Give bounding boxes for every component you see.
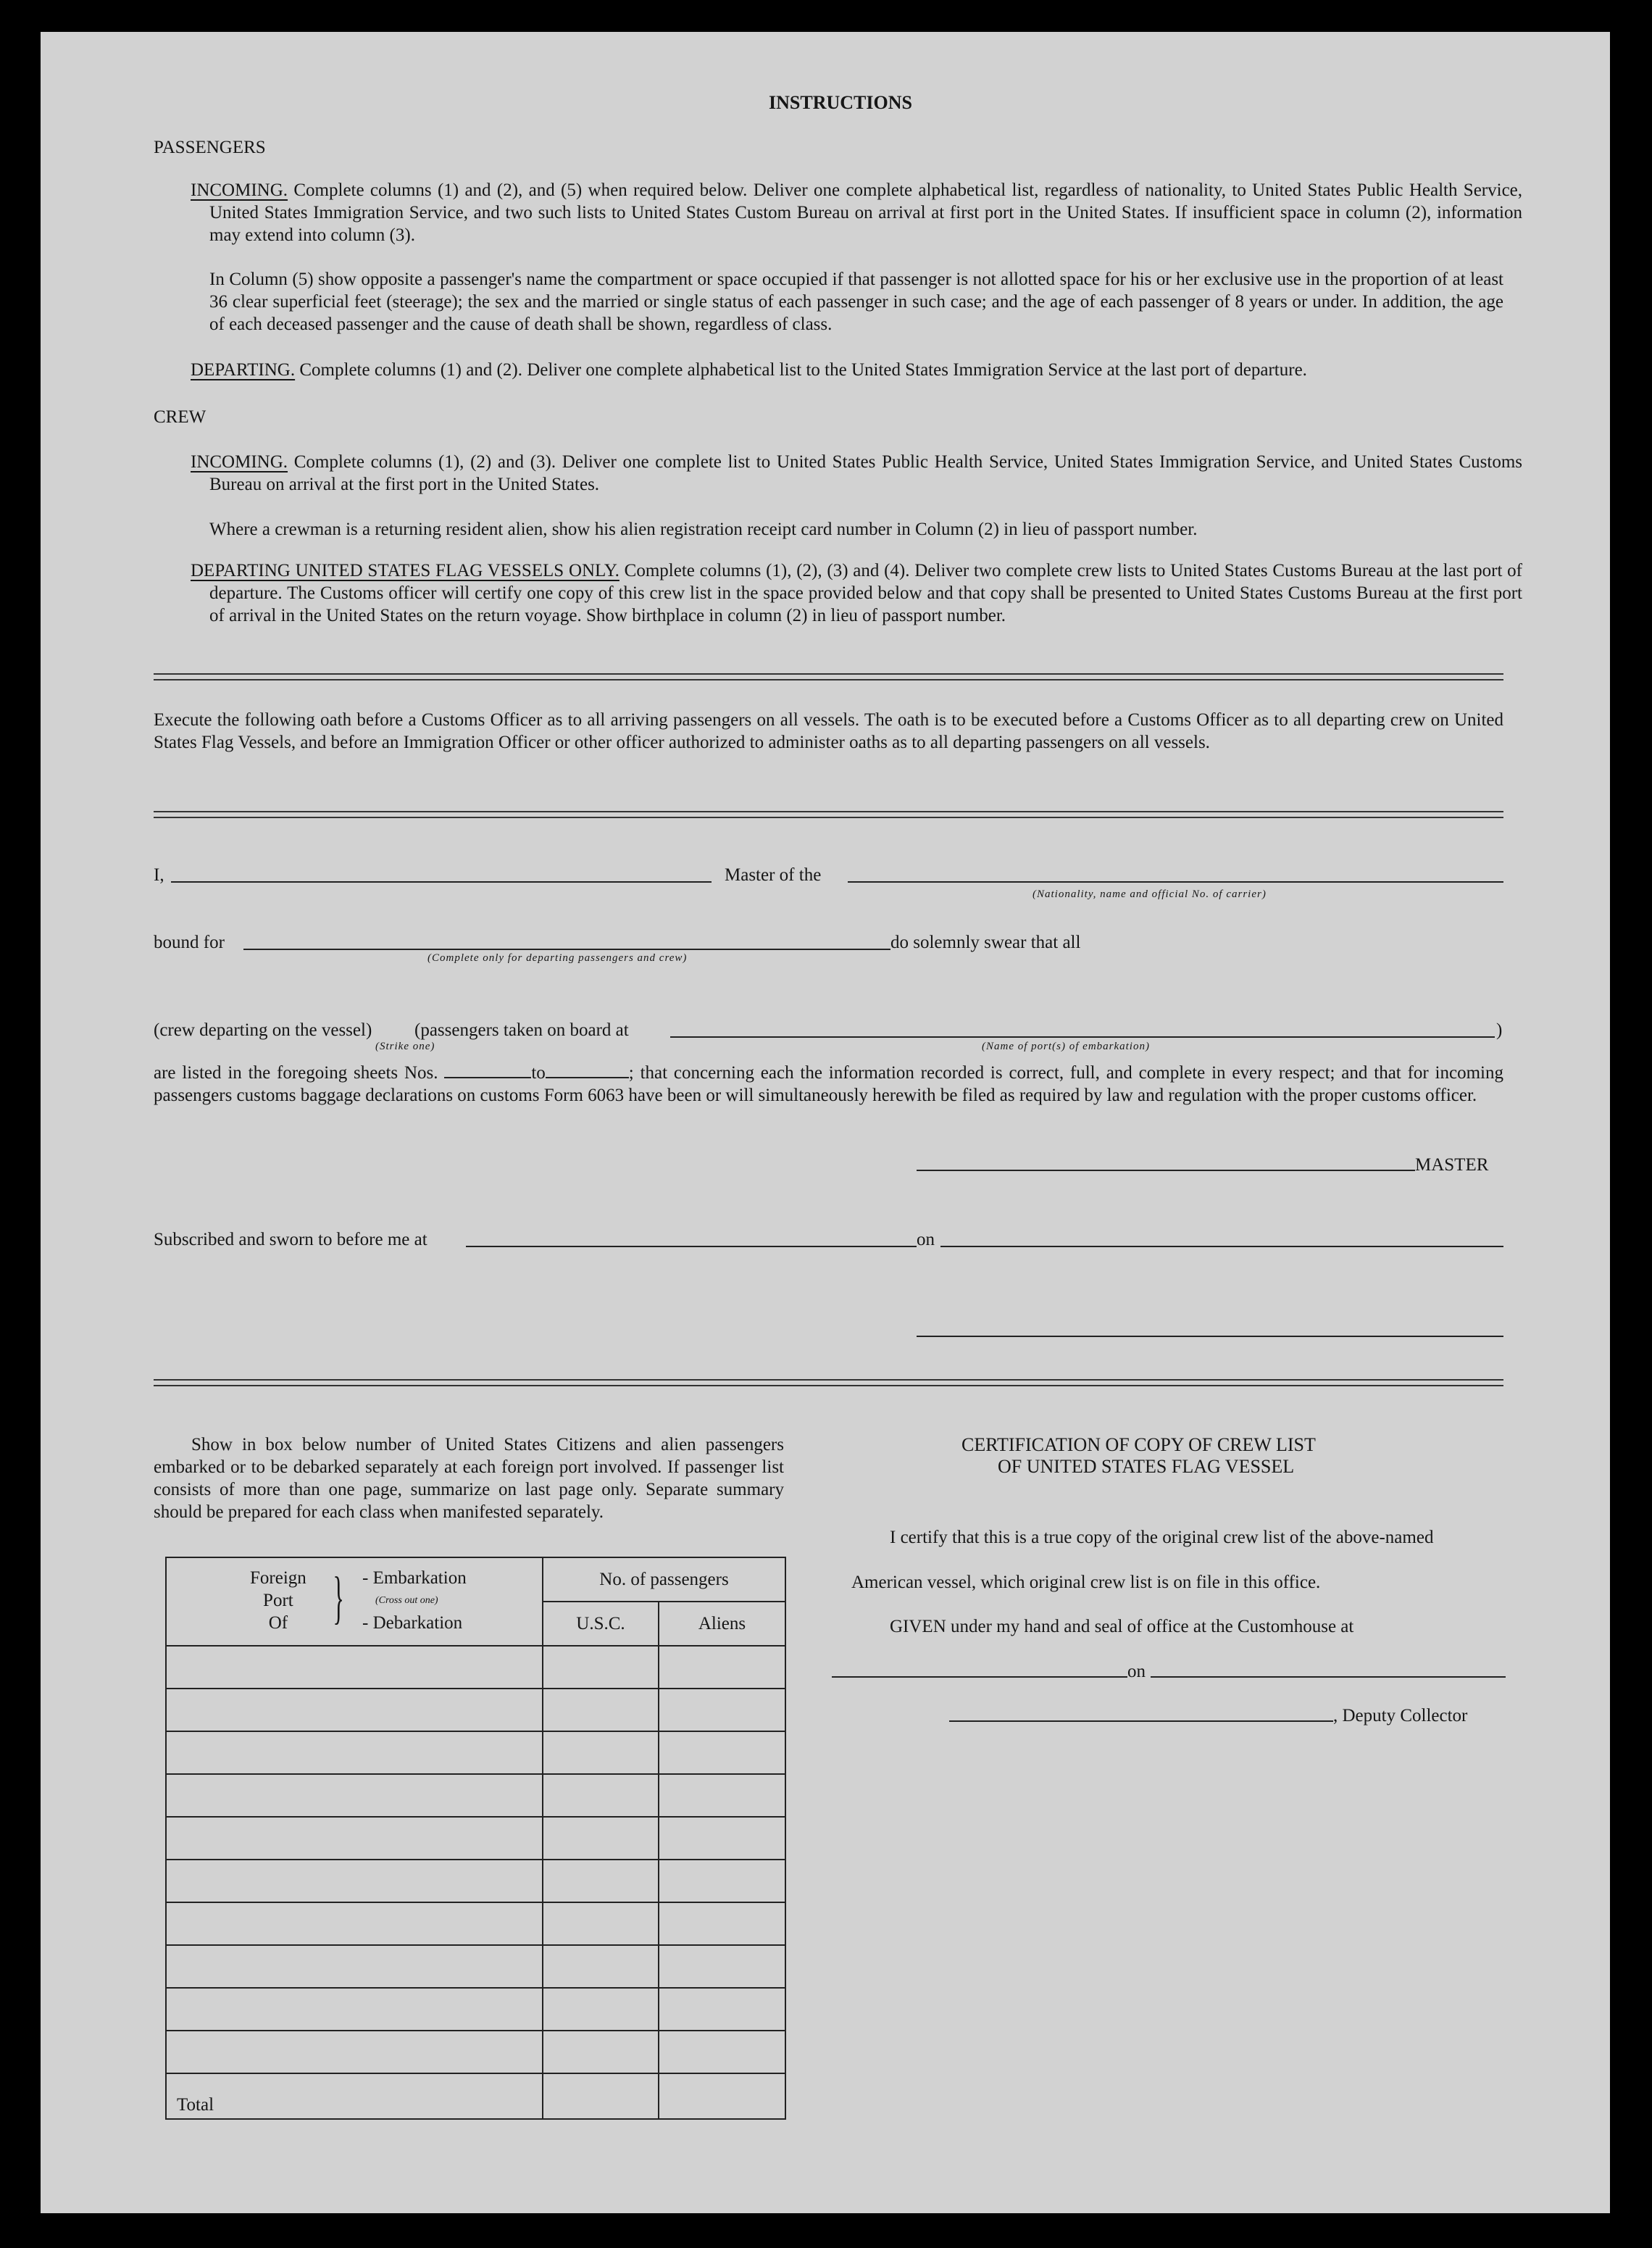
bound-caption: (Complete only for departing passengers and crew) [427,952,688,964]
subscribed-label: Subscribed and sworn to before me at [154,1230,427,1249]
crew-resident-instruction: Where a crewman is a returning resident alien, show his alien registration receipt card number in Column (2) in lieu of passport number. [209,520,1198,539]
ports-caption: (Name of port(s) of embarkation) [982,1041,1150,1052]
summary-instructions: Show in box below number of United States Citizens and alien passengers embarked or to be debarked separately at each foreign port involved. If passenger list consists of more than one page, summarize on last page only. Separate summary should be prepared for each class when manifested separately. [154,1435,784,1522]
table-row [166,1945,785,1988]
embarkation-ports-field[interactable] [670,1036,1495,1038]
usc-cell[interactable] [543,1817,659,1860]
table-row [166,1646,785,1689]
port-cell[interactable] [166,1988,543,2031]
table-row [166,1988,785,2031]
oath-listed-sheets: are listed in the foregoing sheets Nos. to ; that concerning each the information recorded is correct, full, and complete in every respect; and that for incoming passengers customs baggage declarations on customs Form 6063 have been or will simultaneously herewith be filed as required by law and regulation with the proper customs officer. [154,1063,1503,1105]
port-header: Foreign Port Of } - Embarkation (Cross out one) - Debarkation [166,1557,543,1646]
incoming-label: INCOMING. [191,180,288,200]
crew-incoming-instruction: INCOMING. Complete columns (1), (2) and (3). Deliver one complete list to United States Public Health Service, United States Immigration Service, and United States Customs Bureau on arrival at the first port in the United States. [191,452,1522,494]
port-cell[interactable] [166,2031,543,2073]
master-signature-field[interactable] [917,1170,1415,1171]
table-row [166,1731,785,1774]
port-cell[interactable] [166,1774,543,1817]
usc-cell[interactable] [543,1646,659,1689]
column5-instruction: In Column (5) show opposite a passenger's name the compartment or space occupied if that passenger is not allotted space for his or her exclusive use in the proportion of at least 36 clear superficial feet (steerage); the sex and the married or single status of each passenger in such case; and the age of each passenger of 8 years or under. In addition, the age of each deceased passenger and the cause of death shall be shown, regardless of class. [209,270,1503,334]
usc-header: U.S.C. [543,1602,659,1646]
instructions-title: INSTRUCTIONS [769,92,912,113]
aliens-cell[interactable] [659,1731,785,1774]
bound-for-label: bound for [154,933,225,952]
usc-cell[interactable] [543,1731,659,1774]
sworn-date-field[interactable] [940,1246,1503,1247]
port-cell[interactable] [166,1646,543,1689]
passengers-incoming-instruction: INCOMING. Complete columns (1) and (2), and (5) when required below. Deliver one complete alphabetical list, regardless of nationality, to United States Public Health Service, United States Immigration Service, and two such lists to United States Custom Bureau on arrival at first port in the United States. If insufficient space in column (2), information may extend into column (3). [191,180,1523,245]
cert-on-label: on [1127,1662,1146,1681]
aliens-cell[interactable] [659,1817,785,1860]
port-cell[interactable] [166,1902,543,1945]
certification-line2: American vessel, which original crew list is on file in this office. [851,1573,1321,1592]
deputy-collector-label: , Deputy Collector [1333,1706,1468,1725]
bound-for-field[interactable] [243,949,890,950]
passengers-heading: PASSENGERS [154,138,266,157]
aliens-cell[interactable] [659,1860,785,1902]
aliens-cell[interactable] [659,1774,785,1817]
master-name-field[interactable] [171,881,712,883]
port-cell[interactable] [166,1731,543,1774]
usc-cell[interactable] [543,1774,659,1817]
carrier-field[interactable] [848,881,1503,883]
section-divider [154,811,1503,818]
port-cell[interactable] [166,1945,543,1988]
table-row [166,1774,785,1817]
port-cell[interactable] [166,1860,543,1902]
usc-cell[interactable] [543,1689,659,1731]
crew-departing-instruction: DEPARTING UNITED STATES FLAG VESSELS ONLY. Complete columns (1), (2), (3) and (4). Deliver two complete crew lists to United States Customs Bureau at the last port of departure. The Customs officer will certify one copy of this crew list in the space provided below and that copy shall be presented to United States Customs Bureau at the first port of arrival in the United States on the return voyage. Show birthplace in column (2) in lieu of passport number. [191,561,1522,625]
section-divider [154,673,1503,680]
section-divider [154,1379,1503,1386]
usc-cell[interactable] [543,1945,659,1988]
sheet-to-field[interactable] [546,1077,629,1078]
certification-subtitle: OF UNITED STATES FLAG VESSEL [998,1456,1295,1477]
crew-departing-option[interactable]: (crew departing on the vessel) [154,1020,372,1040]
officer-signature-field[interactable] [917,1336,1503,1337]
aliens-cell[interactable] [659,2031,785,2073]
table-row [166,2031,785,2073]
debarkation-option[interactable]: - Debarkation [362,1613,463,1633]
sheet-from-field[interactable] [444,1077,531,1078]
total-usc-cell[interactable] [543,2073,659,2119]
total-row: Total [166,2073,785,2119]
port-cell[interactable] [166,1817,543,1860]
port-cell[interactable] [166,1689,543,1731]
usc-cell[interactable] [543,1988,659,2031]
embarkation-option[interactable]: - Embarkation [362,1568,467,1588]
usc-cell[interactable] [543,2031,659,2073]
close-paren: ) [1496,1020,1503,1040]
deputy-signature-field[interactable] [949,1720,1333,1722]
aliens-cell[interactable] [659,1902,785,1945]
oath-intro: Execute the following oath before a Customs Officer as to all arriving passengers on all vessels. The oath is to be executed before a Customs Officer as to all departing crew on United States Flag Vessels, and before an Immigration Officer or other officer authorized to administer oaths as to all departing passengers on all vessels. [154,710,1503,752]
master-of-the-label: Master of the [725,865,822,885]
on-label: on [917,1230,935,1249]
aliens-header: Aliens [659,1602,785,1646]
passengers-taken-option[interactable]: (passengers taken on board at [414,1020,629,1040]
customhouse-field[interactable] [832,1676,1127,1678]
aliens-cell[interactable] [659,1689,785,1731]
strike-one-caption: (Strike one) [375,1041,435,1052]
table-row [166,1817,785,1860]
usc-cell[interactable] [543,1902,659,1945]
passenger-summary-table [165,1557,786,2120]
crew-heading: CREW [154,407,206,427]
aliens-cell[interactable] [659,1988,785,2031]
no-passengers-header: No. of passengers [543,1557,785,1602]
table-row [166,1902,785,1945]
cert-date-field[interactable] [1151,1676,1506,1678]
carrier-caption: (Nationality, name and official No. of carrier) [1032,888,1267,900]
certification-line1: I certify that this is a true copy of the original crew list of the above-named [890,1528,1434,1547]
brace-icon: } [333,1566,344,1630]
certification-line3: GIVEN under my hand and seal of office at the Customhouse at [890,1617,1354,1636]
passengers-departing-instruction: DEPARTING. Complete columns (1) and (2). Deliver one complete alphabetical list to the United States Immigration Service at the last port of departure. [191,360,1307,380]
certification-title: CERTIFICATION OF COPY OF CREW LIST [961,1434,1316,1455]
oath-i-label: I, [154,865,164,885]
aliens-cell[interactable] [659,1646,785,1689]
sworn-place-field[interactable] [466,1246,917,1247]
aliens-cell[interactable] [659,1945,785,1988]
table-row [166,1860,785,1902]
table-row [166,1689,785,1731]
master-label: MASTER [1415,1155,1489,1175]
swear-label: do solemnly swear that all [890,933,1081,952]
total-aliens-cell[interactable] [659,2073,785,2119]
usc-cell[interactable] [543,1860,659,1902]
